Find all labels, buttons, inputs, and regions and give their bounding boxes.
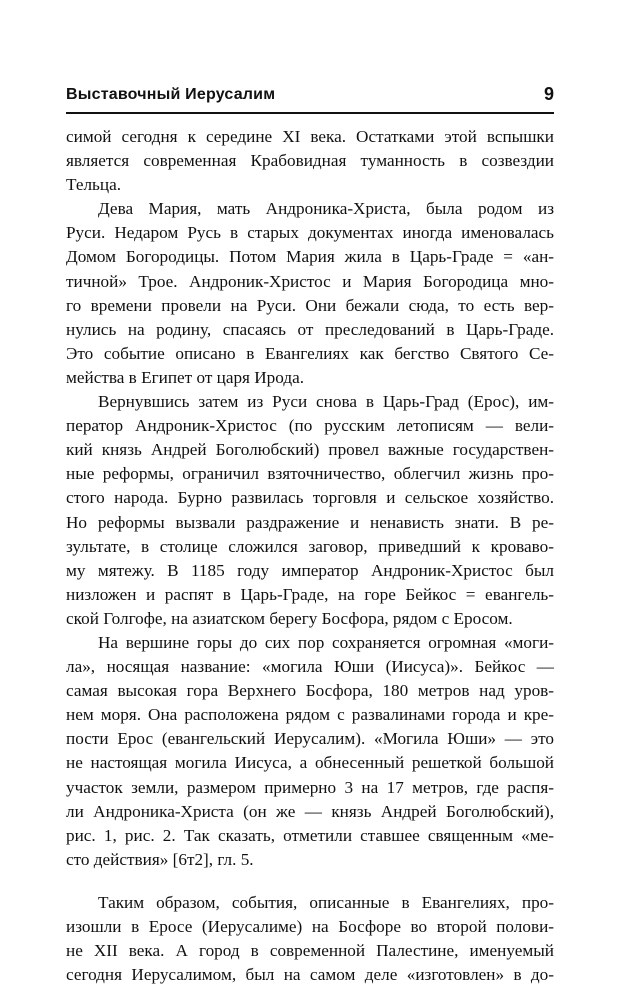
- text-line: участок земли, размером примерно 3 на 17 метров, где распя-: [66, 777, 554, 797]
- text-line: Домом Богородицы. Потом Мария жила в Царь-Граде = «ан-: [66, 247, 554, 267]
- text-line: ператор Андроник-Христос (по русским летописям — вели-: [66, 416, 554, 436]
- text-line: рис. 1, рис. 2. Так сказать, отметили ставшее священным «ме-: [66, 825, 554, 845]
- text-line: сегодня Иерусалимом, был на самом деле «изготовлен» в до-: [66, 965, 554, 985]
- text-line: ли Андроника-Христа (он же — князь Андрей Боголюбский),: [66, 801, 554, 821]
- text-line: тичной» Трое. Андроник-Христос и Мария Богородица мно-: [66, 271, 554, 291]
- text-line: мейства в Египет от царя Ирода.: [66, 367, 305, 387]
- text-line: нулись на родину, спасаясь от преследований в Царь-Граде.: [66, 319, 554, 339]
- text-line: Это событие описано в Евангелиях как бегство Святого Се-: [66, 343, 554, 363]
- text-line: не настоящая могила Иисуса, а обнесенный решеткой большой: [66, 753, 554, 773]
- section-gap: [66, 872, 554, 891]
- text-line: пости Ерос (евангельский Иерусалим). «Могила Юши» — это: [66, 729, 554, 749]
- running-title: Выставочный Иерусалим: [66, 86, 276, 103]
- paragraph: [66, 891, 554, 987]
- body-text: [66, 125, 554, 987]
- header-rule: [66, 112, 554, 114]
- text-line: ные реформы, ограничил взяточничество, облегчил жизнь про-: [66, 464, 554, 484]
- text-line: кий князь Андрей Боголюбский) провел важные государствен-: [66, 440, 554, 460]
- paragraph: [66, 390, 554, 631]
- text-line: нем моря. Она расположена рядом с развалинами города и кре-: [66, 705, 554, 725]
- text-line: самая высокая гора Верхнего Босфора, 180 метров над уров-: [66, 681, 554, 701]
- text-line: ской Голгофе, на азиатском берегу Босфора, рядом с Еросом.: [66, 608, 513, 628]
- text-line: изошли в Еросе (Иерусалиме) на Босфоре во второй полови-: [66, 917, 554, 936]
- text-line: Тельца.: [66, 175, 122, 195]
- text-line: Вернувшись затем из Руси снова в Царь-Град (Ерос), им-: [98, 392, 554, 412]
- page-number: 9: [543, 84, 554, 104]
- text-line: не XII века. А город в современной Палестине, именуемый: [66, 941, 554, 961]
- text-line: На вершине горы до сих пор сохраняется огромная «моги-: [98, 632, 554, 652]
- text-line: Таким образом, события, описанные в Евангелиях, про-: [98, 892, 554, 912]
- text-line: ла», носящая название: «могила Юши (Иисуса)». Бейкос —: [66, 657, 554, 677]
- text-line: стого народа. Бурно развилась торговля и сельское хозяйство.: [66, 488, 554, 508]
- text-line: является современная Крабовидная туманность в созвездии: [66, 151, 554, 171]
- text-line: Но реформы вызвали раздражение и ненависть знати. В ре-: [66, 512, 554, 532]
- text-line: Руси. Недаром Русь в старых документах иногда именовалась: [66, 223, 554, 243]
- paragraph: [66, 125, 554, 197]
- text-line: го времени провели на Руси. Они бежали сюда, то есть вер-: [66, 295, 554, 315]
- text-line: сто действия» [6т2], гл. 5.: [66, 849, 254, 869]
- paragraph: [66, 197, 554, 390]
- text-line: му мятежу. В 1185 году император Андроник-Христос был: [66, 560, 554, 580]
- text-line: симой сегодня к середине XI века. Остатками этой вспышки: [66, 127, 554, 146]
- text-line: низложен и распят в Царь-Граде, на горе Бейкос = евангель-: [66, 584, 554, 604]
- paragraph: [66, 631, 554, 872]
- text-line: Дева Мария, мать Андроника-Христа, была родом из: [98, 199, 554, 219]
- text-line: зультате, в столице сложился заговор, приведший к кроваво-: [66, 536, 554, 556]
- running-header: [66, 82, 554, 112]
